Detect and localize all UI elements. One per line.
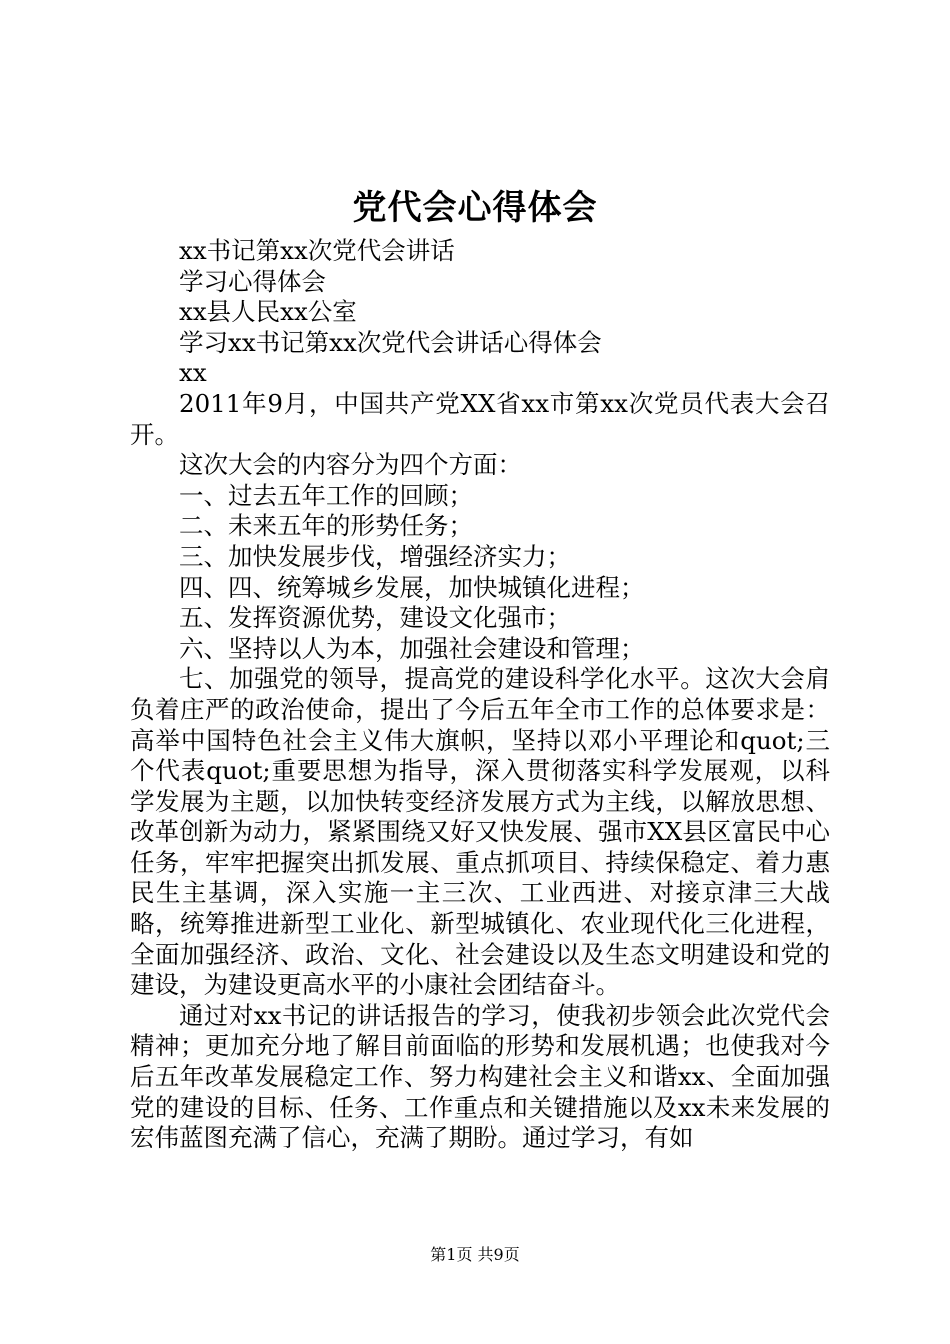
paragraph: 三、加快发展步伐，增强经济实力； bbox=[179, 541, 571, 571]
paragraph: 一、过去五年工作的回顾； bbox=[179, 480, 473, 510]
document-title: 党代会心得体会 bbox=[352, 188, 598, 228]
paragraph: 四、四、统筹城乡发展，加快城镇化进程； bbox=[179, 572, 645, 602]
document-body bbox=[130, 236, 830, 1154]
paragraph: 学习心得体会 bbox=[179, 266, 326, 296]
paragraph: 学习xx书记第xx次党代会讲话心得体会 bbox=[179, 327, 602, 357]
paragraph: 2011年9月，中国共产党XX省xx市第xx次党员代表大会召开。 bbox=[130, 388, 830, 449]
paragraph: xx bbox=[179, 358, 207, 388]
paragraph: 二、未来五年的形势任务； bbox=[179, 511, 473, 541]
paragraph: 这次大会的内容分为四个方面： bbox=[179, 450, 522, 480]
paragraph: 七、加强党的领导，提高党的建设科学化水平。这次大会肩负着庄严的政治使命，提出了今后五年全市工作的总体要求是：高举中国特色社会主义伟大旗帜，坚持以邓小平理论和quot;三个代表quot;重要思想为指导，深入贯彻落实科学发展观，以科学发展为主题，以加快转变经济发展方式为主线，以解放思想、改革创新为动力，紧紧围绕又好又快发展、强市XX县区富民中心任务，牢牢把握突出抓发展、重点抓项目、持续保稳定、着力惠民生主基调，深入实施一主三次、工业西进、对接京津三大战略，统筹推进新型工业化、新型城镇化、农业现代化三化进程，全面加强经济、政治、文化、社会建设以及生态文明建设和党的建设，为建设更高水平的小康社会团结奋斗。 bbox=[130, 664, 830, 1000]
page-number-footer: 第1页 共9页 bbox=[430, 1245, 520, 1264]
paragraph: 六、坚持以人为本，加强社会建设和管理； bbox=[179, 633, 645, 663]
paragraph: 通过对xx书记的讲话报告的学习，使我初步领会此次党代会精神；更加充分地了解目前面临的形势和发展机遇；也使我对今后五年改革发展稳定工作、努力构建社会主义和谐xx、全面加强党的建设的目标、任务、工作重点和关键措施以及xx未来发展的宏伟蓝图充满了信心，充满了期盼。通过学习，有如 bbox=[130, 1000, 830, 1153]
paragraph: xx书记第xx次党代会讲话 bbox=[179, 236, 455, 265]
paragraph: 五、发挥资源优势，建设文化强市； bbox=[179, 603, 571, 633]
paragraph: xx县人民xx公室 bbox=[179, 297, 357, 327]
